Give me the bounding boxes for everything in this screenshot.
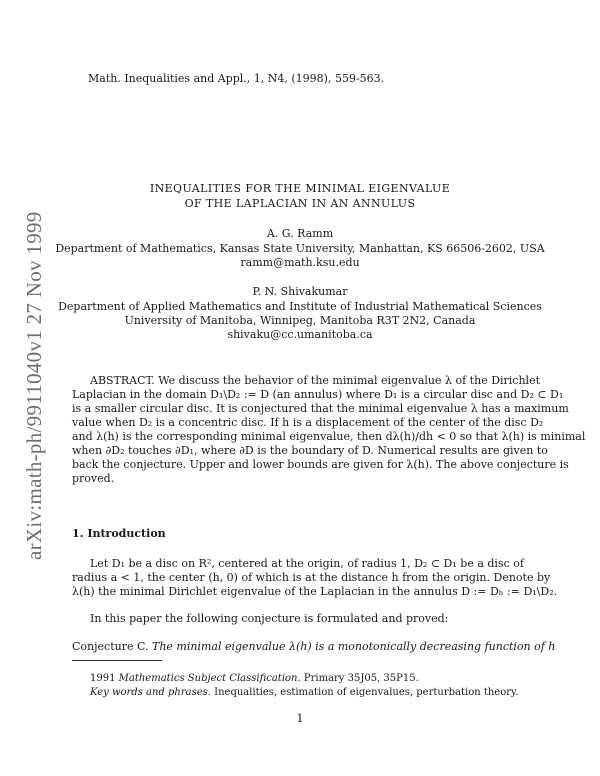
conjecture-text: The minimal eigenvalue λ(h) is a monotonically decreasing function of h (152, 640, 556, 653)
author-2-email: shivaku@cc.umanitoba.ca (227, 328, 373, 341)
footnote-msc-text: Primary 35J05, 35P15. (303, 673, 419, 684)
abstract-line-1: ABSTRACT. We discuss the behavior of the minimal eigenvalue λ of the Dirichlet (90, 374, 541, 387)
intro-line-2: radius a < 1, the center (h, 0) of which is at the distance h from the origin. Denote by (72, 571, 551, 584)
page-number: 1 (296, 712, 304, 725)
section-heading: 1. Introduction (72, 527, 166, 540)
abstract-line-8: proved. (72, 472, 115, 485)
abstract-line-6: when ∂D₂ touches ∂D₁, where ∂D is the boundary of D. Numerical results are given to (72, 444, 548, 457)
title-line-2: OF THE LAPLACIAN IN AN ANNULUS (184, 197, 416, 210)
footnote-keywords (90, 686, 519, 700)
footnote-keywords-label: Key words and phrases. (90, 687, 211, 698)
author-1-name: A. G. Ramm (266, 227, 334, 240)
abstract-line-7: back the conjecture. Upper and lower bounds are given for λ(h). The above conjecture is (72, 458, 569, 471)
arxiv-identifier: arXiv:math-ph/9911040v1 27 Nov 1999 (22, 211, 46, 560)
intro-line-3: λ(h) the minimal Dirichlet eigenvalue of the Laplacian in the annulus D := Dₕ := D₁\D₂. (72, 585, 558, 598)
abstract-line-2: Laplacian in the domain D₁\D₂ := D (an annulus) where D₁ is a circular disc and D₂ ⊂ D₁ (72, 388, 564, 401)
journal-reference: Math. Inequalities and Appl., 1, N4, (1998), 559-563. (88, 72, 385, 85)
footnote-rule (72, 660, 162, 661)
abstract-line-3: is a smaller circular disc. It is conjectured that the minimal eigenvalue λ has a maximum (72, 402, 569, 415)
author-1-affiliation: Department of Mathematics, Kansas State University, Manhattan, KS 66506-2602, USA (55, 242, 545, 255)
title-line-1: INEQUALITIES FOR THE MINIMAL EIGENVALUE (149, 182, 451, 195)
intro-line-1: Let D₁ be a disc on R², centered at the origin, of radius 1, D₂ ⊂ D₁ be a disc of (90, 557, 524, 570)
intro-paragraph-2: In this paper the following conjecture is formulated and proved: (90, 612, 449, 625)
footnote-msc (90, 672, 419, 686)
conjecture (72, 640, 555, 654)
footnote-msc-year: 1991 (90, 673, 116, 684)
author-2-affiliation-1: Department of Applied Mathematics and Institute of Industrial Mathematical Sciences (58, 300, 542, 313)
abstract-line-4: value when D₂ is a concentric disc. If h is a displacement of the center of the disc D₂ (72, 416, 544, 429)
footnote-keywords-text: Inequalities, estimation of eigenvalues, perturbation theory. (214, 687, 519, 698)
author-2-name: P. N. Shivakumar (252, 285, 348, 298)
author-2-affiliation-2: University of Manitoba, Winnipeg, Manitoba R3T 2N2, Canada (124, 314, 476, 327)
footnote-msc-label: Mathematics Subject Classification. (118, 673, 301, 684)
abstract-line-5: and λ(h) is the corresponding minimal eigenvalue, then dλ(h)/dh < 0 so that λ(h) is minimal (72, 430, 586, 443)
conjecture-label: Conjecture C. (72, 640, 149, 653)
author-1-email: ramm@math.ksu.edu (240, 256, 360, 269)
